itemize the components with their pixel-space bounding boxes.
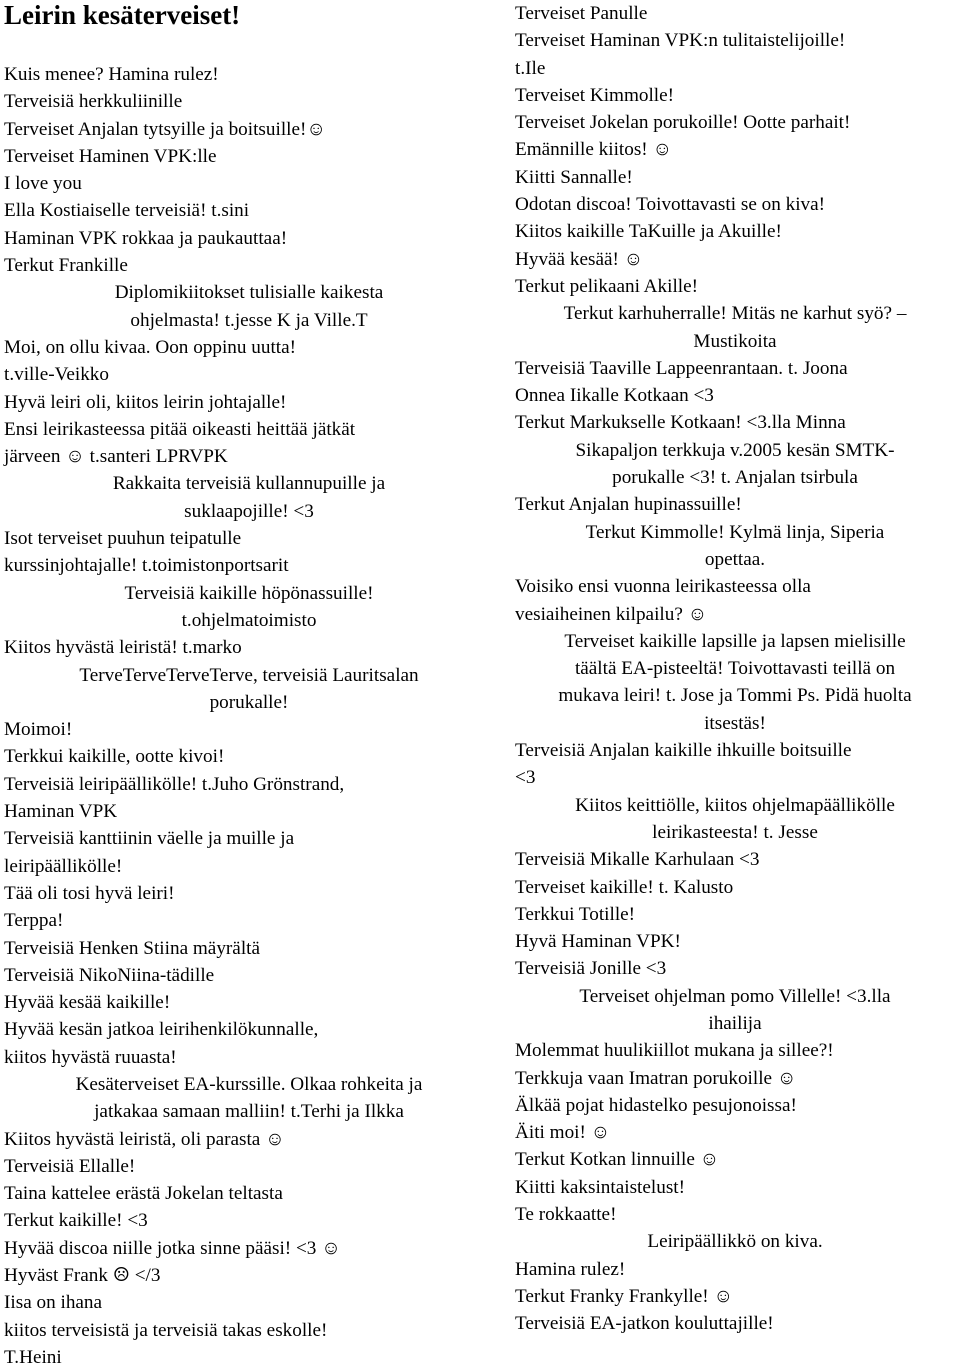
greeting-line: Terveisiä Anjalan kaikille ihkuille boitsuille bbox=[515, 740, 852, 762]
greeting-line: Terkkui Totille! bbox=[515, 903, 636, 925]
greeting-line: Kuis menee? Hamina rulez! bbox=[4, 64, 219, 85]
greeting-line: täältä EA-pisteeltä! Toivottavasti teillä on bbox=[574, 658, 896, 680]
greeting-line: leirikasteesta! t. Jesse bbox=[652, 821, 818, 843]
greeting-line: porukalle <3! t. Anjalan tsirbula bbox=[612, 467, 858, 489]
greeting-line: Iisa on ihana bbox=[4, 1292, 103, 1314]
greeting-line: Leiripäällikkö on kiva. bbox=[647, 1231, 823, 1253]
greeting-line: Kiitos hyvästä leiristä, oli parasta ☺ bbox=[4, 1128, 285, 1150]
greeting-line: Kiitos keittiölle, kiitos ohjelmapäällikölle bbox=[575, 794, 895, 816]
greeting-line: Terkut Frankille bbox=[4, 255, 128, 277]
greeting-line: kurssinjohtajalle! t.toimistonportsarit bbox=[4, 555, 289, 577]
greeting-line: ohjelmasta! t.jesse K ja Ville.T bbox=[130, 309, 368, 331]
greeting-line: kiitos terveisistä ja terveisiä takas eskolle! bbox=[4, 1319, 328, 1341]
greeting-line: T.Heini bbox=[4, 1346, 62, 1368]
greeting-line: Terveisiä Mikalle Karhulaan <3 bbox=[515, 849, 760, 871]
greeting-line: Terveisiä kanttiinin väelle ja muille ja bbox=[4, 828, 295, 850]
greeting-line: I love you bbox=[4, 173, 82, 195]
greeting-line: Odotan discoa! Toivottavasti se on kiva! bbox=[515, 194, 826, 216]
greeting-line: Terveiset Jokelan porukoille! Ootte parhait! bbox=[515, 112, 851, 134]
greeting-line: leiripäällikölle! bbox=[4, 855, 123, 877]
greeting-line: Hyvää kesää kaikille! bbox=[4, 992, 171, 1014]
greeting-line: mukava leiri! t. Jose ja Tommi Ps. Pidä huolta bbox=[558, 685, 912, 707]
greeting-line: Isot terveiset puuhun teipatulle bbox=[4, 528, 242, 550]
greeting-line: Terveiset Haminen VPK:lle bbox=[4, 145, 217, 167]
greeting-line: Moimoi! bbox=[4, 719, 73, 741]
left-column-greetings bbox=[4, 61, 494, 1371]
greeting-line: Molemmat huulikiillot mukana ja sillee?! bbox=[515, 1040, 834, 1062]
greeting-line: Terveisiä Taaville Lappeenrantaan. t. Joona bbox=[515, 357, 848, 379]
greeting-line: Terkkui kaikille, ootte kivoi! bbox=[4, 746, 225, 768]
greeting-line: Terkut Markukselle Kotkaan! <3.lla Minna bbox=[515, 412, 846, 434]
greeting-line: Terkut Anjalan hupinassuille! bbox=[515, 494, 742, 516]
greeting-line: Rakkaita terveisiä kullannupuille ja bbox=[112, 473, 386, 495]
greeting-line: Sikapaljon terkkuja v.2005 kesän SMTK- bbox=[575, 439, 895, 461]
greeting-line: Terveiset Kimmolle! bbox=[515, 84, 675, 106]
greeting-line: Terveiset kaikille! t. Kalusto bbox=[515, 876, 734, 898]
greeting-line: Terkut kaikille! <3 bbox=[4, 1210, 148, 1232]
greeting-line: Terkut Kimmolle! Kylmä linja, Siperia bbox=[585, 521, 885, 543]
greeting-line: Terveiset Panulle bbox=[515, 3, 648, 24]
greeting-line: Äiti moi! ☺ bbox=[515, 1122, 611, 1144]
greeting-line: Terkut pelikaani Akille! bbox=[515, 275, 699, 297]
greeting-line: Hyvä Haminan VPK! bbox=[515, 931, 681, 953]
greeting-line: Terkkuja vaan Imatran porukoille ☺ bbox=[515, 1067, 797, 1089]
greeting-line: Tää oli tosi hyvä leiri! bbox=[4, 882, 175, 904]
greeting-line: porukalle! bbox=[209, 691, 289, 713]
greeting-line: Kesäterveiset EA-kurssille. Olkaa rohkeita ja bbox=[75, 1073, 423, 1095]
greeting-line: järveen ☺ t.santeri LPRVPK bbox=[4, 446, 228, 468]
greeting-line: Terkut karhuherralle! Mitäs ne karhut syö? – bbox=[563, 303, 907, 325]
greeting-line: Kiitti kaksintaistelust! bbox=[515, 1176, 686, 1198]
greeting-line: Älkää pojat hidastelko pesujonoissa! bbox=[515, 1094, 797, 1116]
greeting-line: Mustikoita bbox=[693, 330, 777, 352]
greeting-line: Kiitti Sannalle! bbox=[515, 166, 633, 188]
greeting-line: Terveiset Anjalan tytsyille ja boitsuille!☺ bbox=[4, 118, 326, 140]
greeting-line: kiitos hyvästä ruuasta! bbox=[4, 1046, 177, 1068]
greeting-line: Terveisiä Henken Stiina mäyrältä bbox=[4, 937, 260, 959]
greeting-line: Terppa! bbox=[4, 910, 64, 932]
greeting-line: Emännille kiitos! ☺ bbox=[515, 139, 673, 161]
greeting-line: t.ohjelmatoimisto bbox=[181, 609, 317, 631]
greeting-line: <3 bbox=[515, 767, 536, 789]
greeting-line: TerveTerveTerveTerve, terveisiä Lauritsalan bbox=[79, 664, 419, 686]
greeting-line: Haminan VPK bbox=[4, 801, 118, 823]
greeting-line: itsestäs! bbox=[704, 712, 766, 734]
greeting-line: t.Ile bbox=[515, 57, 546, 79]
greeting-line: Hyvää discoa niille jotka sinne pääsi! <3 ☺ bbox=[4, 1237, 341, 1259]
greeting-line: Terveisiä NikoNiina-tädille bbox=[4, 964, 215, 986]
page-title: Leirin kesäterveiset! bbox=[4, 0, 241, 30]
greeting-line: Taina kattelee erästä Jokelan teltasta bbox=[4, 1183, 283, 1205]
greeting-line: Terveiset ohjelman pomo Villelle! <3.lla bbox=[579, 985, 891, 1007]
greeting-line: Terveisiä herkkuliinille bbox=[4, 91, 183, 113]
greeting-line: Hyvää kesää! ☺ bbox=[515, 248, 644, 270]
greeting-line: Terveisiä leiripäällikölle! t.Juho Grönstrand, bbox=[4, 773, 345, 795]
greeting-line: Hamina rulez! bbox=[515, 1258, 626, 1280]
greeting-line: t.ville-Veikko bbox=[4, 364, 109, 386]
greeting-line: Moi, on ollu kivaa. Oon oppinu uutta! bbox=[4, 336, 297, 358]
greeting-line: Terkut Kotkan linnuille ☺ bbox=[515, 1149, 720, 1171]
greeting-line: Diplomikiitokset tulisialle kaikesta bbox=[114, 282, 384, 304]
greeting-line: Terveisiä kaikille höpönassuille! bbox=[124, 582, 374, 604]
greeting-line: Terveiset Haminan VPK:n tulitaistelijoille! bbox=[515, 30, 846, 52]
greeting-line: Kiitos kaikille TaKuille ja Akuille! bbox=[515, 221, 782, 243]
greeting-line: Terveiset kaikille lapsille ja lapsen mielisille bbox=[564, 630, 906, 652]
greeting-line: Onnea Iikalle Kotkaan <3 bbox=[515, 385, 714, 407]
greeting-line: Ensi leirikasteessa pitää oikeasti heittää jätkät bbox=[4, 418, 356, 440]
greeting-line: Haminan VPK rokkaa ja paukauttaa! bbox=[4, 227, 288, 249]
greeting-line: Te rokkaatte! bbox=[515, 1204, 617, 1226]
greeting-line: Terkut Franky Frankylle! ☺ bbox=[515, 1285, 734, 1307]
right-column-greetings bbox=[515, 0, 955, 1338]
greeting-line: Hyväst Frank ☹ </3 bbox=[4, 1265, 161, 1287]
greeting-line: Terveisiä Ellalle! bbox=[4, 1155, 136, 1177]
greeting-line: Voisiko ensi vuonna leirikasteessa olla bbox=[515, 576, 811, 598]
greeting-line: Hyvä leiri oli, kiitos leirin johtajalle! bbox=[4, 391, 287, 413]
greeting-line: Terveisiä EA-jatkon kouluttajille! bbox=[515, 1313, 774, 1335]
greeting-line: opettaa. bbox=[704, 548, 766, 570]
greeting-line: jatkakaa samaan malliin! t.Terhi ja Ilkka bbox=[94, 1101, 404, 1123]
greeting-line: Kiitos hyvästä leiristä! t.marko bbox=[4, 637, 242, 659]
greeting-line: Ella Kostiaiselle terveisiä! t.sini bbox=[4, 200, 250, 222]
greeting-line: suklaapojille! <3 bbox=[184, 500, 314, 522]
greeting-line: ihailija bbox=[708, 1012, 762, 1034]
greeting-line: Hyvää kesän jatkoa leirihenkilökunnalle, bbox=[4, 1019, 319, 1041]
greeting-line: Terveisiä Jonille <3 bbox=[515, 958, 667, 980]
greeting-line: vesiaiheinen kilpailu? ☺ bbox=[515, 603, 708, 625]
